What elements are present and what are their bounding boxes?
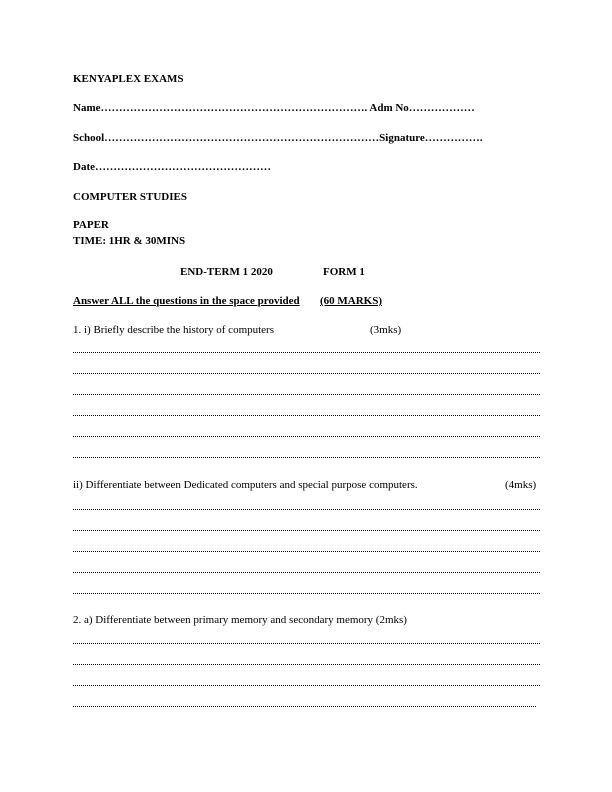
- question-2-a-text: 2. a) Differentiate between primary memory and secondary memory (2mks): [73, 614, 407, 626]
- answer-line: [73, 509, 540, 512]
- question-1-ii-marks: (4mks): [505, 479, 537, 491]
- answer-line: [73, 457, 540, 460]
- answer-line: [73, 643, 540, 646]
- answer-line: [73, 593, 540, 596]
- answer-line: [73, 394, 540, 397]
- answer-line: [73, 436, 540, 439]
- answer-line: [73, 373, 540, 376]
- instructions-text: Answer ALL the questions in the space provided: [73, 295, 300, 307]
- answer-line: [73, 551, 540, 554]
- answer-line: [73, 352, 540, 355]
- answer-line: [73, 415, 540, 418]
- answer-line: [73, 706, 536, 709]
- school-signature-line: School…………………………………………………………………Signature…………….: [73, 132, 483, 144]
- name-adm-line: Name………………………………………………………………. Adm No………………: [73, 102, 475, 114]
- form-label: FORM 1: [323, 266, 365, 278]
- answer-line: [73, 572, 540, 575]
- answer-line: [73, 685, 540, 688]
- question-1-i-text: 1. i) Briefly describe the history of computers: [73, 324, 275, 336]
- answer-line: [73, 664, 540, 667]
- date-line: Date…………………………………………: [73, 161, 271, 173]
- question-1-i-marks: (3mks): [370, 324, 402, 336]
- term-label: END-TERM 1 2020: [180, 266, 273, 278]
- answer-line: [73, 530, 540, 533]
- exam-body-title: KENYAPLEX EXAMS: [73, 73, 184, 85]
- time-label: TIME: 1HR & 30MINS: [73, 235, 186, 247]
- instructions-marks: (60 MARKS): [320, 295, 383, 307]
- question-1-ii-text: ii) Differentiate between Dedicated computers and special purpose computers.: [73, 479, 418, 491]
- paper-label: PAPER: [73, 219, 109, 231]
- subject-title: COMPUTER STUDIES: [73, 191, 187, 203]
